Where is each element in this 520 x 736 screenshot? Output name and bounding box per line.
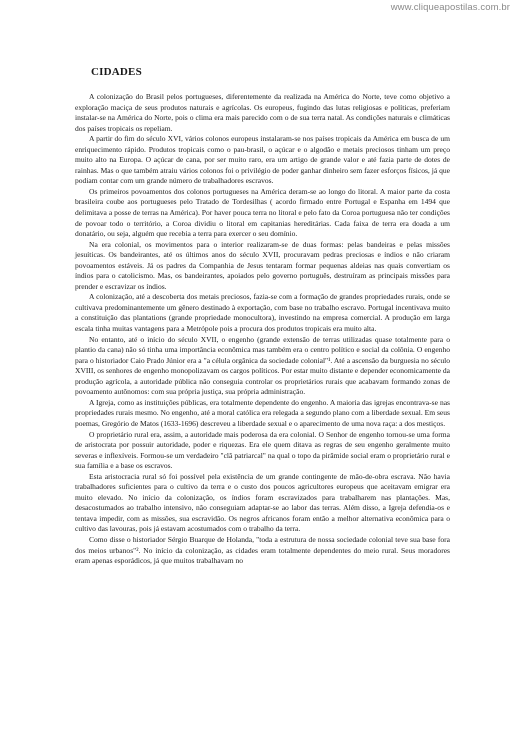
paragraph: No entanto, até o início do século XVII, o engenho (grande extensão de terras utilizadas quase totalmente para o plantio da cana) não só tinha uma importância econômica mas também era o centro político e social da colônia. O engenho para o historiador Caio Prado Júnior era a "a célula orgânica da sociedade colonial"¹. Até a ascensão da burguesia no século XVIII, os senhores de engenho monopolizavam os cargos políticos. Por estar muito distante e depender economicamente da produção agrícola, a autoridade pública não conseguia controlar os proprietários rurais que acabavam formando zonas de povoamento autônomos: com sua própria justiça, sua própria administração. bbox=[75, 334, 450, 397]
paragraph: O proprietário rural era, assim, a autoridade mais poderosa da era colonial. O Senhor de engenho tornou-se uma forma de aristocrata por possuir autoridade, poder e riquezas. Era ele quem ditava as regras de seu engenho geralmente muito severas e inflexíveis. Formou-se um verdadeiro "clã patriarcal" na qual o topo da pirâmide social eram o proprietário rural e sua família e a base os escravos. bbox=[75, 429, 450, 471]
section-title: CIDADES bbox=[91, 66, 142, 78]
paragraph: A Igreja, como as instituições públicas, era totalmente dependente do engenho. A maioria das igrejas encontrava-se nas propriedades rurais mesmo. No engenho, até a moral católica era relegada a segundo plano com a liberdade sexual. Em seus poemas, Gregório de Matos (1633-1696) descreveu a liberdade sexual e o aparecimento de uma nova raça: a dos mestiços. bbox=[75, 397, 450, 428]
paragraph: A colonização do Brasil pelos portugueses, diferentemente da realizada na América do Norte, teve como objetivo a exploração maciça de seus produtos naturais e agrícolas. Os europeus, fugindo das lutas religiosas e políticas, preferiam instalar-se na América do Norte, pois o clima era mais parecido com o de sua terra natal. As condições naturais e climáticas dos países tropicais os repeliam. bbox=[75, 92, 450, 133]
paragraph: A colonização, até a descoberta dos metais preciosos, fazia-se com a formação de grandes propriedades rurais, onde se cultivava predominantemente um gênero destinado à exportação, com base no trabalho escravo. Portugal incentivava muito a constituição das plantations (grande propriedade monocultora), investindo na empresa comercial. A produção em larga escala tinha muitas vantagens para a Metrópole pois a procura dos produtos tropicais era muito alta. bbox=[75, 292, 450, 334]
paragraph: A partir do fim do século XVI, vários colonos europeus instalaram-se nos países tropicais da América em busca de um enriquecimento rápido. Produtos tropicais como o pau-brasil, o açúcar e o algodão e metais preciosos tinham um preço muito alto na Europa. O açúcar de cana, por ser muito raro, era um artigo de grande valor e até fazia parte de dotes de rainhas. Mas o que também atraiu vários colonos foi o privilégio de poder ganhar dinheiro sem fazer esforços físicos, já que podiam contar com um grande número de trabalhadores escravos. bbox=[75, 134, 450, 186]
paragraph: Os primeiros povoamentos dos colonos portugueses na América deram-se ao longo do litoral. A maior parte da costa brasileira coube aos portugueses pelo Tratado de Tordesilhas ( acordo firmado entre Portugal e Espanha em 1494 que delimitava a posse de terras na América). Por haver pouca terra no litoral e pelo fato da Coroa portuguesa não ter condições de povoar todo o território, a Coroa dividiu o litoral em capitanias hereditárias. Cada faixa de terra era doada a um donatário, ou seja, alguém que recebia a terra para exercer o seu domínio. bbox=[75, 186, 450, 239]
paragraph: Na era colonial, os movimentos para o interior realizaram-se de duas formas: pelas bandeiras e pelas missões jesuíticas. Os bandeirantes, até os últimos anos do século XVII, procuravam pedras preciosas e índios e não criaram povoamentos estáveis. Já os padres da Companhia de Jesus tentaram formar pequenas aldeias nas quais convertiam os índios para o catolicismo. Mas, os bandeirantes, apoiados pelo governo português, destruíram as principais missões para prender e escravizar os índios. bbox=[75, 239, 450, 291]
site-watermark: www.cliqueapostilas.com.br bbox=[390, 2, 510, 13]
paragraph: Como disse o historiador Sérgio Buarque de Holanda, "toda a estrutura de nossa sociedade colonial teve sua base fora dos meios urbanos"². No início da colonização, as cidades eram totalmente dependentes do meio rural. Seus moradores eram apenas esporádicos, já que muitos trabalhavam no bbox=[75, 534, 450, 566]
document-body bbox=[75, 66, 450, 567]
paragraph: Esta aristocracia rural só foi possível pela existência de um grande contingente de mão-de-obra escrava. Não havia trabalhadores suficientes para o cultivo da terra e o custo dos poucos agricultores europeus que aceitavam emigrar era muito elevado. No início da colonização, os índios foram escravizados para trabalharem nas plantações. Mas, desacostumados ao trabalho intensivo, não conseguiam adaptar-se ao labor das terras. Além disso, a Igreja defendia-os e tentava impedir, com as missões, sua escravidão. Os negros africanos foram então a melhor alternativa econômica para o cultivo das lavouras, pois já estavam acostumados com o trabalho da terra. bbox=[75, 471, 450, 534]
